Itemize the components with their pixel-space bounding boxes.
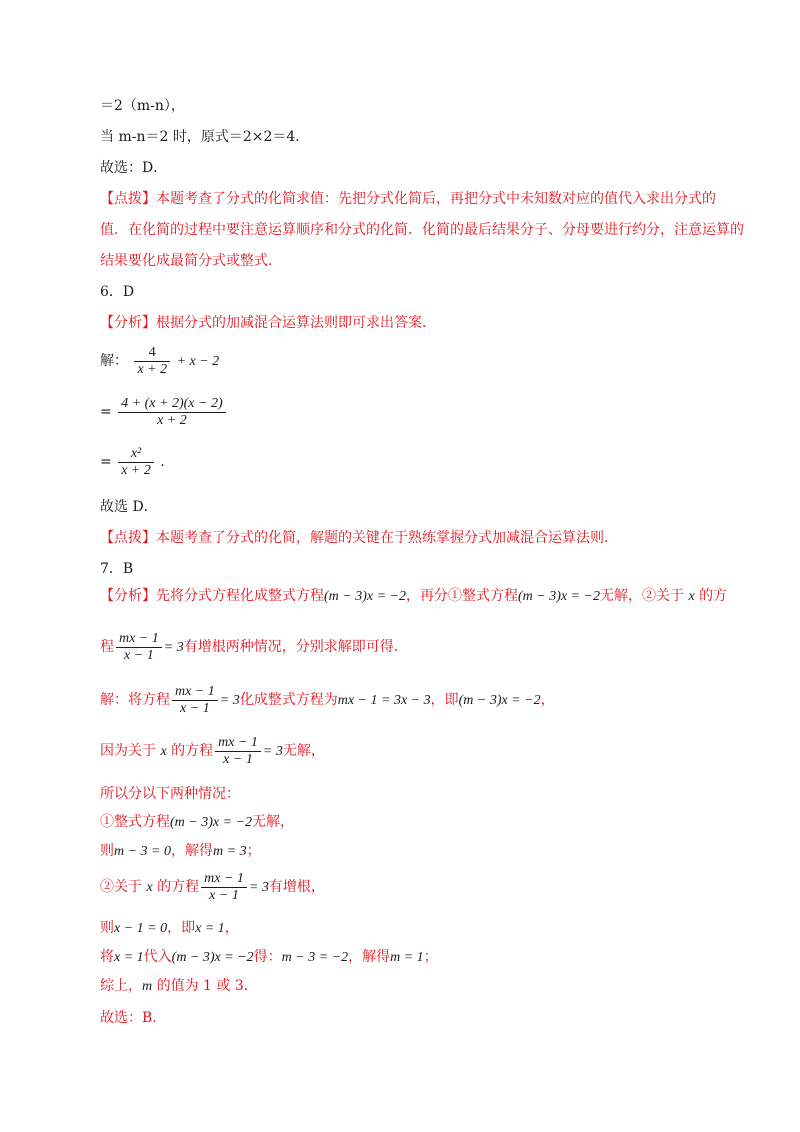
solution-7-line-3: 所以分以下两种情况：	[100, 786, 240, 802]
variable-x: x	[688, 589, 695, 604]
fraction-mx	[215, 735, 261, 768]
analysis-7-line-2	[100, 627, 408, 668]
solution-7-line-6	[100, 867, 325, 908]
text: 有增根两种情况，分别求解即可得．	[183, 639, 408, 655]
tip-6: 【点拨】本题考查了分式的化简，解题的关键在于熟练掌握分式加减混合运算法则．	[100, 530, 618, 546]
fraction-denominator: x − 1	[223, 751, 253, 767]
line-2: 当 m-n＝2 时，原式＝2×2＝4．	[100, 129, 310, 145]
fraction-denominator: x − 1	[209, 887, 239, 903]
solution-7-line-4	[100, 811, 294, 834]
solution-label: 解：	[100, 353, 128, 369]
equation-integral: (m − 3)x = −2	[518, 589, 600, 604]
text: 解：将方程	[100, 692, 170, 708]
text: ，再分①整式方程	[406, 588, 518, 604]
analysis-7-line-1	[100, 584, 727, 609]
text: 的方程	[171, 743, 214, 759]
solution-7-line-1	[100, 680, 555, 721]
text: ，解得	[348, 949, 391, 965]
fraction-mx	[172, 684, 218, 717]
text: 将	[100, 949, 114, 965]
line-3: 故选：D．	[100, 160, 168, 176]
expression-tail: + x − 2	[176, 354, 220, 369]
text: 【分析】先将分式方程化成整式方程	[100, 588, 324, 604]
period: ．	[160, 454, 175, 470]
text: ，	[224, 920, 239, 936]
text: ；	[246, 843, 261, 859]
text: 因为关于	[100, 743, 156, 759]
text: 的值为 1 或 3．	[156, 978, 258, 994]
equation-x-eq-1: x = 1	[195, 921, 225, 936]
solution-7-line-7	[100, 917, 239, 940]
equals-sign: =	[100, 404, 112, 420]
equals-3: = 3	[248, 880, 269, 895]
text: 得：	[253, 949, 282, 965]
fraction-numerator: 4	[134, 345, 170, 362]
choose-7: 故选：B．	[100, 1010, 167, 1026]
text: ，即	[430, 692, 459, 708]
fraction-denominator: x − 1	[180, 700, 210, 716]
answer-7: 7．B	[100, 561, 134, 577]
equation-m-minus-3: m − 3 = 0	[114, 844, 172, 859]
solution-7-line-5	[100, 840, 261, 863]
equation-m-eq-3: m = 3	[213, 844, 247, 859]
solution-7-line-8	[100, 946, 438, 969]
equation-x-minus-1: x − 1 = 0	[114, 921, 168, 936]
equation-x-eq-1: x = 1	[114, 950, 144, 965]
equation-integral-2: mx − 1 = 3x − 3	[337, 693, 431, 708]
variable-x: x	[146, 880, 153, 895]
text: ①整式方程	[100, 814, 170, 830]
text: 代入	[143, 949, 172, 965]
equation-integral: (m − 3)x = −2	[458, 693, 541, 708]
text: ，	[540, 692, 555, 708]
text: 有增根，	[268, 879, 325, 895]
fraction-denominator: x + 2	[137, 361, 168, 377]
text: 则	[100, 920, 114, 936]
text: 的方程	[157, 879, 200, 895]
fraction-result	[118, 446, 154, 479]
fraction-numerator: mx − 1	[215, 735, 261, 752]
fraction-mx	[116, 631, 162, 664]
solution-6-step-3	[100, 443, 174, 481]
text: 综上，	[100, 978, 142, 994]
fraction-numerator: 4 + (x + 2)(x − 2)	[118, 396, 225, 413]
text: ，即	[167, 920, 196, 936]
solution-7-line-9	[100, 975, 258, 998]
solution-7-line-2	[100, 731, 325, 772]
solution-6-step-1	[100, 342, 219, 381]
answer-6: 6．D	[100, 284, 135, 300]
choose-6: 故选 D．	[100, 499, 158, 515]
equals-3: = 3	[219, 693, 240, 708]
analysis-6: 【分析】根据分式的加减混合运算法则即可求出答案．	[100, 315, 436, 331]
tip-line-1: 【点拨】本题考查了分式的化简求值：先把分式化简后，再把分式中未知数对应的值代入求出分式的	[100, 191, 716, 207]
tip-line-3: 结果要化成最简分式或整式．	[100, 253, 282, 269]
fraction-numerator: x²	[118, 446, 154, 463]
fraction-combined	[118, 396, 225, 429]
equals-sign: =	[100, 454, 112, 470]
text: ；	[423, 949, 438, 965]
equation-integral: (m − 3)x = −2	[324, 589, 406, 604]
text: 化成整式方程为	[239, 692, 338, 708]
variable-x: x	[160, 744, 167, 759]
tip-line-2: 值．在化简的过程中要注意运算顺序和分式的化简．化简的最后结果分子、分母要进行约分，注意运算的	[100, 222, 744, 238]
text: 的方	[699, 588, 728, 604]
fraction-numerator: mx − 1	[201, 871, 247, 888]
solution-6-step-2	[100, 393, 228, 431]
fraction-4-over-x-plus-2	[134, 345, 170, 378]
equation-integral: (m − 3)x = −2	[170, 815, 252, 830]
fraction-numerator: mx − 1	[116, 631, 162, 648]
equation-m3-neg2: m − 3 = −2	[281, 950, 349, 965]
text: 无解，②关于	[600, 588, 684, 604]
line-1: ＝2（m-n），	[100, 98, 185, 114]
text: 无解，	[282, 743, 325, 759]
equals-3: = 3	[262, 744, 283, 759]
text: 则	[100, 843, 114, 859]
fraction-denominator: x − 1	[124, 647, 154, 663]
equation-m-eq-1: m = 1	[390, 950, 424, 965]
text: 无解，	[252, 814, 294, 830]
text: 程	[100, 639, 114, 655]
text: ②关于	[100, 879, 142, 895]
variable-m: m	[142, 979, 153, 994]
fraction-denominator: x + 2	[157, 412, 187, 428]
equals-3: = 3	[163, 640, 184, 655]
equation-integral: (m − 3)x = −2	[171, 950, 254, 965]
text: ，解得	[171, 843, 214, 859]
fraction-numerator: mx − 1	[172, 684, 218, 701]
fraction-denominator: x + 2	[121, 462, 151, 478]
fraction-mx	[201, 871, 247, 904]
